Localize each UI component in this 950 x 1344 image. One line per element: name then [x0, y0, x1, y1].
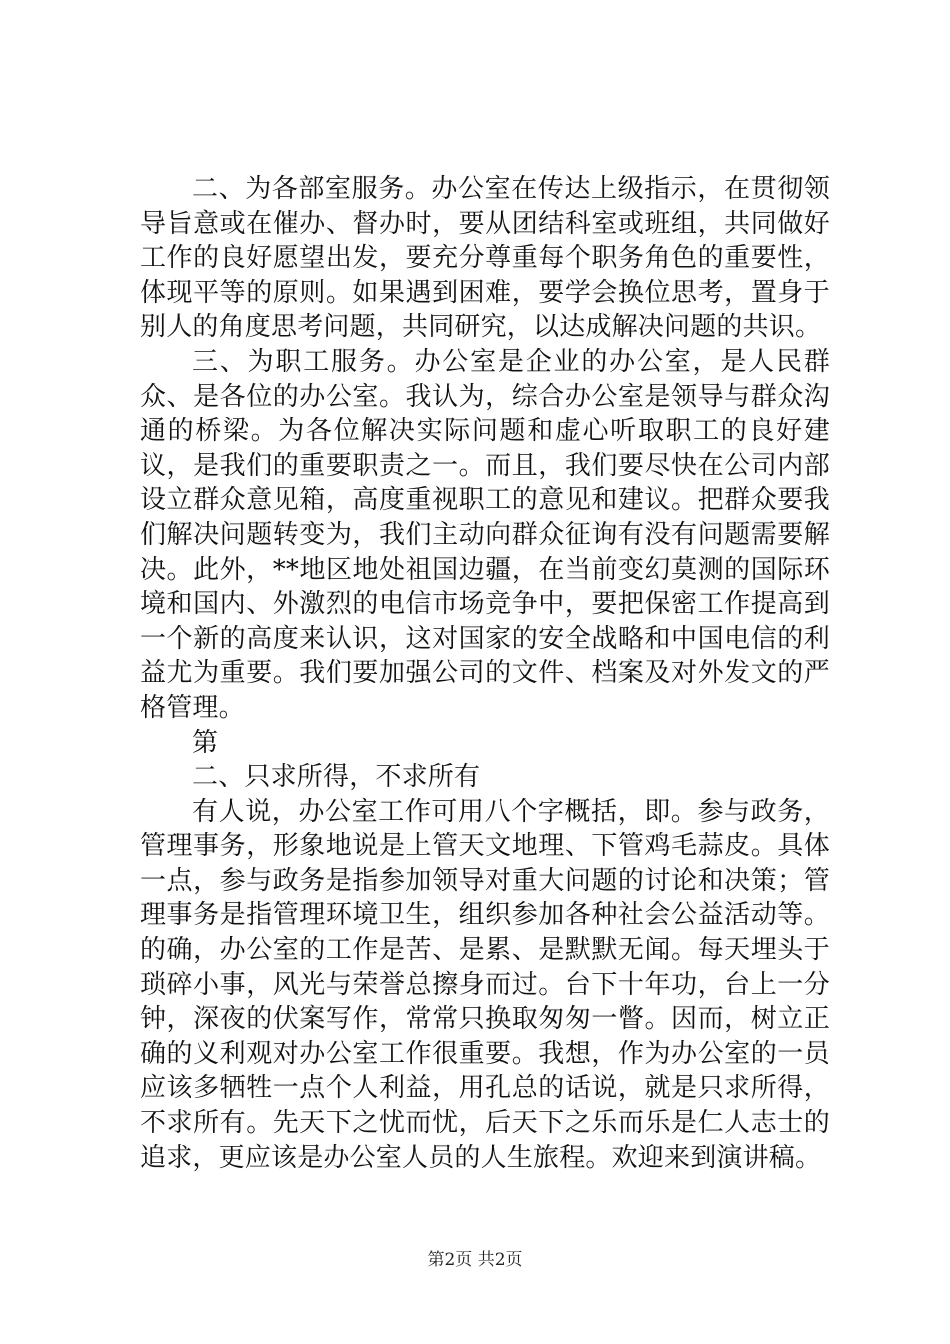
paragraph-serve-departments: 二、为各部室服务。办公室在传达上级指示，在贯彻领导旨意或在催办、督办时，要从团结科室或班组，共同做好工作的良好愿望出发，要充分尊重每个职务角色的重要性，体现平等的原则。如果遇到困难，要学会换位思考，置身于别人的角度思考问题，共同研究，以达成解决问题的共识。: [140, 174, 830, 343]
paragraph-office-work: 有人说，办公室工作可用八个字概括，即。参与政务，管理事务，形象地说是上管天文地理、下管鸡毛蒜皮。具体一点，参与政务是指参加领导对重大问题的讨论和决策；管理事务是指管理环境卫生，组织参加各种社会公益活动等。的确，办公室的工作是苦、是累、是默默无闻。每天埋头于琐碎小事，风光与荣誉总擦身而过。台下十年功，台上一分钟，深夜的伏案写作，常常只换取匆匆一瞥。因而，树立正确的义利观对办公室工作很重要。我想，作为办公室的一员应该多牺牲一点个人利益，用孔总的话说，就是只求所得，不求所有。先天下之忧而忧，后天下之乐而乐是仁人志士的追求，更应该是办公室人员的人生旅程。欢迎来到演讲稿。: [140, 796, 830, 1173]
section-heading: 二、只求所得，不求所有: [192, 762, 481, 793]
document-body: [140, 172, 830, 1175]
paragraph-fragment: 第: [192, 727, 219, 758]
paragraph-serve-employees: 三、为职工服务。办公室是企业的办公室，是人民群众、是各位的办公室。我认为，综合办公室是领导与群众沟通的桥梁。为各位解决实际问题和虚心听取职工的良好建议，是我们的重要职责之一。而且，我们要尽快在公司内部设立群众意见箱，高度重视职工的意见和建议。把群众要我们解决问题转变为，我们主动向群众征询有没有问题需要解决。此外，**地区地处祖国边疆，在当前变幻莫测的国际环境和国内、外激烈的电信市场竞争中，要把保密工作提高到一个新的高度来认识，这对国家的安全战略和中国电信的利益尤为重要。我们要加强公司的文件、档案及对外发文的严格管理。: [140, 346, 830, 723]
page-footer: 第2页 共2页: [427, 1250, 523, 1270]
